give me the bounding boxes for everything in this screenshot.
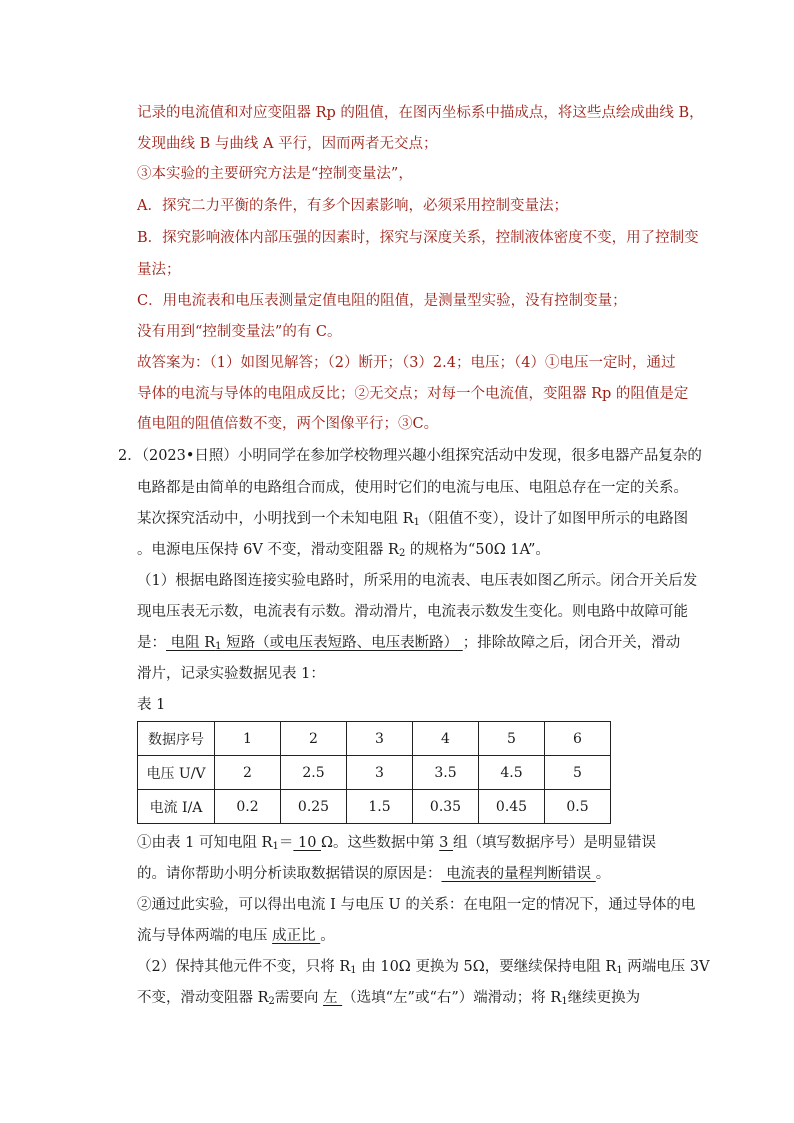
answer-line-8: 没有用到“控制变量法”的有 C。: [137, 324, 342, 340]
question-2-intro-line-3: 某次探究活动中，小明找到一个未知电阻 $R_1$（阻值不变），设计了如图甲所示的电路图: [137, 511, 689, 528]
sub-question-2-line-1: ②通过此实验，可以得出电流 I 与电压 U 的关系：在电阻一定的情况下，通过导体的电: [137, 897, 696, 913]
table-cell: 3: [347, 722, 413, 756]
answer-line-10: 导体的电流与导体的电阻成反比；②无交点；对每一个电流值，变阻器 Rp 的阻值是定: [137, 386, 689, 402]
wrong-group-answer: 3: [439, 835, 454, 851]
table-cell: 4.5: [479, 756, 545, 790]
data-table: [137, 721, 611, 824]
answer-line-1: 记录的电流值和对应变阻器 Rp 的阻值，在图丙坐标系中描成点，将这些点绘成曲线 B，: [137, 105, 704, 121]
table-row-voltage: [138, 756, 611, 790]
table-cell: 2: [215, 756, 281, 790]
table-cell: 3.5: [413, 756, 479, 790]
table-cell: 2.5: [281, 756, 347, 790]
part-1-line-4: 滑片，记录实验数据见表 1：: [137, 666, 325, 682]
table-row-header: [138, 722, 611, 756]
answer-line-4: A．探究二力平衡的条件，有多个因素影响，必须采用控制变量法；: [137, 198, 568, 214]
answer-line-3: ③本实验的主要研究方法是“控制变量法”，: [137, 166, 413, 182]
table-cell: 0.45: [479, 790, 545, 824]
question-2-intro-line-1: 2．（2023•日照）小明同学在参加学校物理兴趣小组探究活动中发现，很多电器产品复杂的: [118, 448, 702, 464]
table-cell: 电流 I/A: [138, 790, 215, 824]
table-cell: 电压 U/V: [138, 756, 215, 790]
answer-line-11: 值电阻的阻值倍数不变，两个图像平行；③C。: [137, 416, 439, 432]
table-row-current: [138, 790, 611, 824]
table-cell: 1: [215, 722, 281, 756]
table-cell: 1.5: [347, 790, 413, 824]
table-caption: 表 1: [137, 697, 166, 713]
part-2-line-1: （2）保持其他元件不变，只将 $R_1$ 由 10Ω 更换为 5Ω，要继续保持电阻 $R_1$ 两端电压 3V: [137, 959, 710, 976]
relation-answer: 成正比: [272, 928, 321, 944]
table-cell: 3: [347, 756, 413, 790]
table-cell: 0.35: [413, 790, 479, 824]
answer-line-5: B．探究影响液体内部压强的因素时，探究与深度关系，控制液体密度不变，用了控制变: [137, 230, 699, 246]
fault-answer: 电阻 $R_1$ 短路（或电压表短路、电压表断路）: [166, 635, 463, 652]
part-1-line-3: 是： 电阻 $R_1$ 短路（或电压表短路、电压表断路） ；排除故障之后，闭合开关，滑动: [137, 635, 681, 652]
table-cell: 4: [413, 722, 479, 756]
table-cell: 6: [545, 722, 611, 756]
table-cell: 2: [281, 722, 347, 756]
sub-question-1-line-1: ①由表 1 可知电阻 $R_1= 10$ Ω。这些数据中第 3 组（填写数据序号）是明显错误: [137, 835, 657, 852]
question-2-intro-line-2: 电路都是由简单的电路组合而成，使用时它们的电流与电压、电阻总存在一定的关系。: [137, 480, 688, 496]
answer-line-2: 发现曲线 B 与曲线 A 平行，因而两者无交点；: [137, 136, 438, 152]
part-1-line-2: 现电压表无示数，电流表有示数。滑动滑片，电流表示数发生变化。则电路中故障可能: [137, 604, 688, 620]
table-cell: 0.5: [545, 790, 611, 824]
error-reason-answer: 电流表的量程判断错误: [441, 866, 596, 882]
sub-question-2-line-2: 流与导体两端的电压 成正比 。: [137, 928, 335, 944]
part-2-line-2: 不变，滑动变阻器 $R_2$需要向 左 （选填“左”或“右”）端滑动；将 $R_1$继续更换为: [137, 990, 641, 1007]
table-cell: 5: [545, 756, 611, 790]
table-cell: 0.2: [215, 790, 281, 824]
question-2-intro-line-4: 。电源电压保持 6V 不变，滑动变阻器 $R_2$ 的规格为“50Ω 1A”。: [137, 542, 550, 559]
table-cell: 0.25: [281, 790, 347, 824]
table-cell: 5: [479, 722, 545, 756]
sub-question-1-line-2: 的。请你帮助小明分析读取数据错误的原因是： 电流表的量程判断错误 。: [137, 866, 611, 882]
answer-line-9: 故答案为：（1）如图见解答；（2）断开；（3）2.4；电压；（4）①电压一定时，通过: [137, 355, 676, 371]
resistance-answer: 10: [293, 835, 322, 851]
table-cell: 数据序号: [138, 722, 215, 756]
answer-line-7: C．用电流表和电压表测量定值电阻的阻值，是测量型实验，没有控制变量；: [137, 293, 627, 309]
direction-answer: 左: [323, 990, 343, 1006]
part-1-line-1: （1）根据电路图连接实验电路时，所采用的电流表、电压表如图乙所示。闭合开关后发: [137, 573, 698, 589]
answer-line-6: 量法；: [137, 262, 181, 278]
